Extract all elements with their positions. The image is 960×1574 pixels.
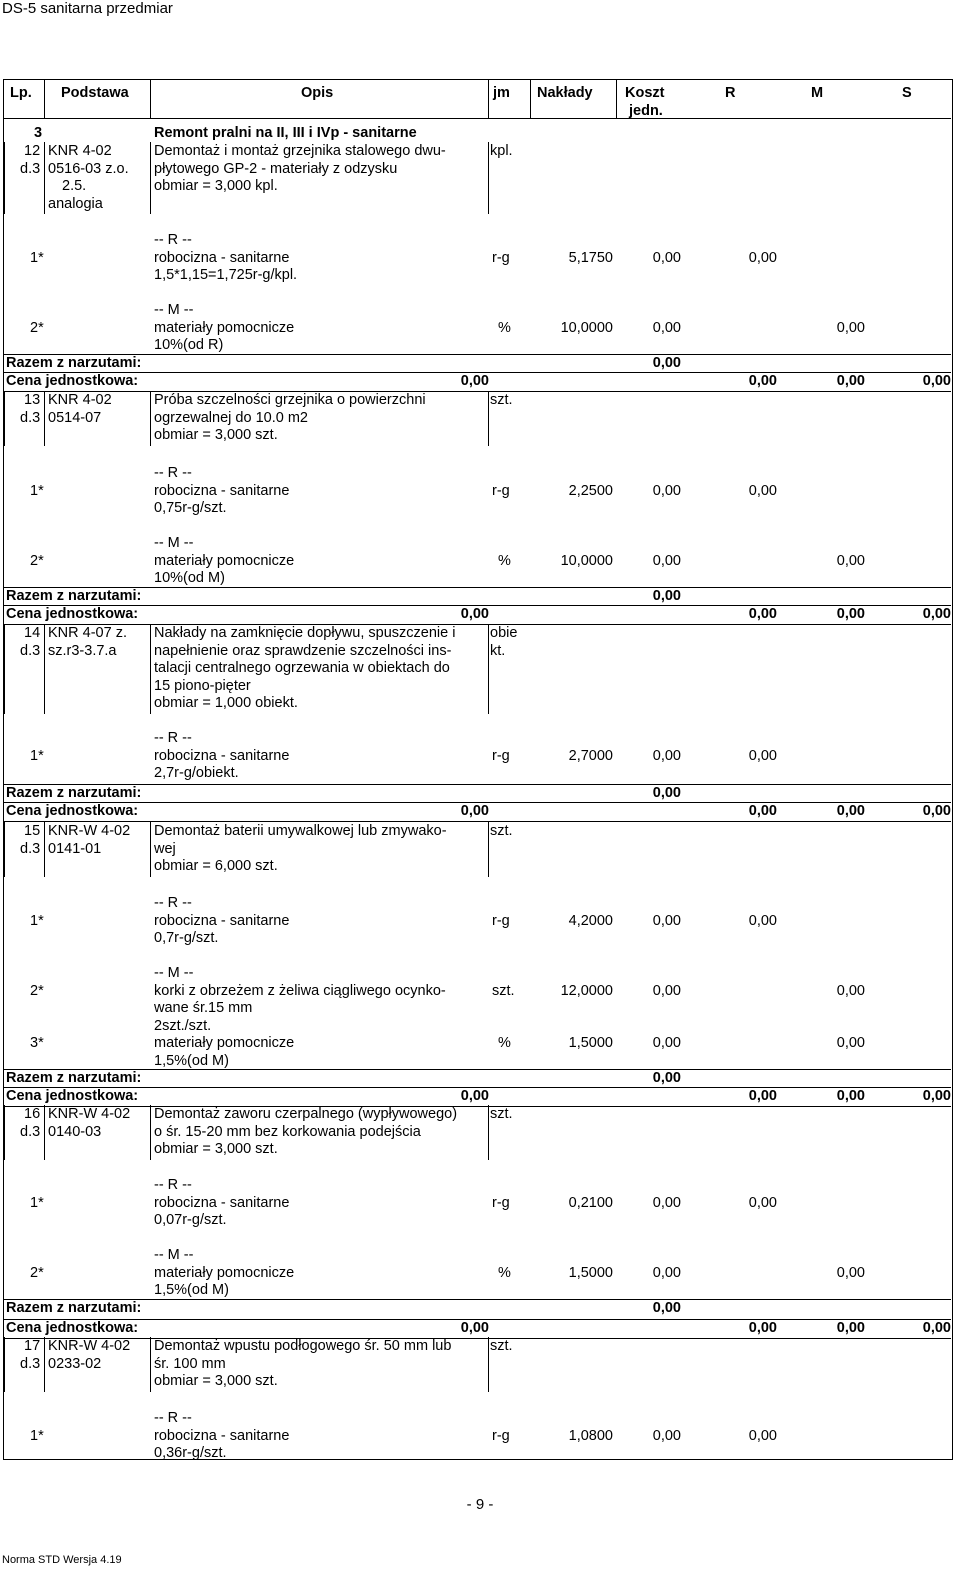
- resource-name: materiały pomocnicze: [154, 1035, 295, 1051]
- item-description-line: Demontaż i montaż grzejnika stalowego dwu-: [154, 143, 446, 159]
- item-unit: szt.: [490, 823, 513, 839]
- item-number-suffix: d.3: [20, 160, 41, 177]
- item-divider: [4, 624, 5, 714]
- resource-r: 0,00: [748, 748, 777, 764]
- item-basis-line: analogia: [48, 195, 103, 212]
- cena-r: 0,00: [748, 803, 777, 819]
- item-unit: szt.: [490, 392, 513, 408]
- resource-formula: 2,7r-g/obiekt.: [154, 765, 239, 781]
- resource-unit: %: [498, 1265, 511, 1281]
- resource-quantity: 10,0000: [560, 320, 613, 336]
- item-basis-line: KNR 4-02: [48, 392, 112, 408]
- resource-quantity: 1,5000: [568, 1035, 613, 1051]
- cena-m: 0,00: [836, 803, 865, 819]
- cena-value: 0,00: [460, 1320, 489, 1336]
- resource-m: 0,00: [836, 553, 865, 569]
- resource-quantity: 4,2000: [568, 913, 613, 929]
- resource-unit-cost: 0,00: [652, 320, 681, 336]
- resource-number: 1*: [30, 250, 44, 266]
- software-version: Norma STD Wersja 4.19: [2, 1554, 122, 1566]
- item-description-line: Próba szczelności grzejnika o powierzchni: [154, 392, 426, 408]
- page-number: - 9 -: [466, 1496, 494, 1513]
- row-rule: [4, 624, 951, 625]
- column-header: Lp.: [10, 85, 32, 101]
- resource-group: -- R --: [154, 1177, 192, 1193]
- cena-label: Cena jednostkowa:: [6, 1088, 139, 1104]
- resource-m: 0,00: [836, 983, 865, 999]
- cena-m: 0,00: [836, 373, 865, 389]
- resource-formula: 0,07r-g/szt.: [154, 1212, 227, 1228]
- resource-unit-cost: 0,00: [652, 1195, 681, 1211]
- item-number-suffix: d.3: [20, 1355, 41, 1372]
- row-rule: [4, 802, 951, 803]
- item-basis-line: KNR-W 4-02: [48, 1338, 131, 1354]
- document-title: DS-5 sanitarna przedmiar: [2, 0, 173, 17]
- item-number-suffix: d.3: [20, 409, 41, 426]
- item-divider: [44, 142, 45, 214]
- item-unit: szt.: [490, 1106, 513, 1122]
- razem-label: Razem z narzutami:: [6, 785, 142, 801]
- item-basis-line: KNR 4-07 z.: [48, 625, 127, 641]
- item-divider: [488, 1337, 489, 1392]
- cena-s: 0,00: [922, 1088, 951, 1104]
- resource-m: 0,00: [836, 1035, 865, 1051]
- resource-group: -- R --: [154, 730, 192, 746]
- resource-unit-cost: 0,00: [652, 1265, 681, 1281]
- resource-number: 1*: [30, 1195, 44, 1211]
- razem-value: 0,00: [652, 588, 681, 604]
- cena-value: 0,00: [460, 1088, 489, 1104]
- resource-r: 0,00: [748, 1195, 777, 1211]
- resource-quantity: 2,2500: [568, 483, 613, 499]
- section-title: Remont pralni na II, III i IVp - sanitarne: [154, 125, 417, 141]
- resource-name: robocizna - sanitarne: [154, 483, 290, 499]
- cena-s: 0,00: [922, 373, 951, 389]
- row-rule: [4, 587, 951, 588]
- resource-number: 1*: [30, 483, 44, 499]
- resource-name: robocizna - sanitarne: [154, 250, 290, 266]
- cena-m: 0,00: [836, 606, 865, 622]
- resource-name: korki z obrzeżem z żeliwa ciągliwego ocynko-: [154, 983, 446, 999]
- item-description-line: obmiar = 6,000 szt.: [154, 858, 278, 874]
- resource-name-cont: wane śr.15 mm: [154, 1000, 253, 1016]
- column-header: R: [725, 85, 736, 101]
- item-description-line: o śr. 15-20 mm bez korkowania podejścia: [154, 1123, 421, 1140]
- item-number: 14: [24, 625, 41, 641]
- resource-unit: r-g: [492, 748, 510, 764]
- item-basis-line: KNR 4-02: [48, 143, 112, 159]
- item-basis-line: KNR-W 4-02: [48, 1106, 131, 1122]
- item-divider: [150, 1337, 151, 1392]
- razem-value: 0,00: [652, 355, 681, 371]
- resource-quantity: 5,1750: [568, 250, 613, 266]
- razem-label: Razem z narzutami:: [6, 588, 142, 604]
- item-divider: [4, 1105, 5, 1160]
- resource-unit: r-g: [492, 483, 510, 499]
- column-header: Opis: [301, 85, 334, 101]
- column-header: jm: [493, 85, 510, 101]
- item-unit: szt.: [490, 1338, 513, 1354]
- row-rule: [4, 1106, 951, 1107]
- cena-label: Cena jednostkowa:: [6, 1320, 139, 1336]
- row-rule: [4, 1338, 951, 1339]
- resource-group: -- R --: [154, 465, 192, 481]
- resource-m: 0,00: [836, 1265, 865, 1281]
- row-rule: [4, 821, 951, 822]
- item-description-line: napełnienie oraz sprawdzenie szczelności ins-: [154, 642, 452, 659]
- cena-s: 0,00: [922, 606, 951, 622]
- resource-unit-cost: 0,00: [652, 748, 681, 764]
- item-description-line: Demontaż baterii umywalkowej lub zmywako-: [154, 823, 447, 839]
- resource-quantity: 12,0000: [560, 983, 613, 999]
- item-unit: kpl.: [490, 143, 513, 159]
- item-divider: [488, 391, 489, 446]
- resource-number: 1*: [30, 748, 44, 764]
- header-divider: [530, 80, 531, 118]
- item-description-line: obmiar = 3,000 szt.: [154, 1373, 278, 1389]
- resource-unit-cost: 0,00: [652, 1035, 681, 1051]
- item-divider: [4, 391, 5, 446]
- cena-label: Cena jednostkowa:: [6, 606, 139, 622]
- resource-name: robocizna - sanitarne: [154, 748, 290, 764]
- resource-r: 0,00: [748, 1428, 777, 1444]
- razem-label: Razem z narzutami:: [6, 1070, 142, 1086]
- resource-group: -- R --: [154, 895, 192, 911]
- item-number-suffix: d.3: [20, 840, 41, 857]
- item-divider: [488, 1105, 489, 1160]
- resource-quantity: 0,2100: [568, 1195, 613, 1211]
- item-number: 17: [24, 1338, 41, 1354]
- header-divider: [44, 80, 45, 118]
- cost-estimate-table: [3, 79, 953, 1460]
- cena-value: 0,00: [460, 803, 489, 819]
- resource-r: 0,00: [748, 250, 777, 266]
- resource-unit: r-g: [492, 1428, 510, 1444]
- resource-quantity: 1,5000: [568, 1265, 613, 1281]
- resource-formula: 2szt./szt.: [154, 1018, 212, 1034]
- resource-number: 2*: [30, 553, 44, 569]
- resource-number: 3*: [30, 1035, 44, 1051]
- resource-unit: r-g: [492, 250, 510, 266]
- resource-unit: r-g: [492, 913, 510, 929]
- resource-number: 2*: [30, 983, 44, 999]
- item-description-line: Nakłady na zamknięcie dopływu, spuszczenie i: [154, 625, 456, 641]
- resource-group: -- R --: [154, 1410, 192, 1426]
- column-header: Podstawa: [61, 85, 129, 101]
- resource-group: -- M --: [154, 965, 194, 981]
- row-rule: [4, 391, 951, 392]
- cena-r: 0,00: [748, 373, 777, 389]
- resource-name: materiały pomocnicze: [154, 320, 295, 336]
- resource-name: robocizna - sanitarne: [154, 1428, 290, 1444]
- resource-unit-cost: 0,00: [652, 483, 681, 499]
- razem-value: 0,00: [652, 785, 681, 801]
- resource-number: 2*: [30, 320, 44, 336]
- column-header: M: [811, 85, 824, 101]
- header-divider: [150, 80, 151, 118]
- row-rule: [4, 784, 951, 785]
- item-description-line: talacji centralnego ogrzewania w obiektach do: [154, 660, 450, 676]
- item-divider: [488, 142, 489, 214]
- section-number: 3: [34, 125, 43, 141]
- resource-group: -- M --: [154, 535, 194, 551]
- resource-group: -- M --: [154, 1247, 194, 1263]
- column-header: Nakłady: [537, 85, 593, 101]
- row-rule: [4, 354, 951, 355]
- item-divider: [150, 1105, 151, 1160]
- resource-unit-cost: 0,00: [652, 983, 681, 999]
- item-unit: obie kt.: [490, 625, 518, 659]
- resource-formula: 1,5*1,15=1,725r-g/kpl.: [154, 267, 298, 283]
- column-header: jedn.: [629, 103, 663, 119]
- razem-value: 0,00: [652, 1070, 681, 1086]
- item-number: 12: [24, 143, 41, 159]
- item-description-line: Demontaż zaworu czerpalnego (wypływowego): [154, 1106, 458, 1122]
- header-rule: [4, 118, 951, 119]
- item-divider: [150, 624, 151, 714]
- resource-unit-cost: 0,00: [652, 913, 681, 929]
- item-basis-line: 0233-02: [48, 1355, 102, 1372]
- item-divider: [4, 1337, 5, 1392]
- item-basis-line: 0514-07: [48, 409, 102, 426]
- item-description-line: płytowego GP-2 - materiały z odzysku: [154, 160, 398, 177]
- razem-value: 0,00: [652, 1300, 681, 1316]
- razem-label: Razem z narzutami:: [6, 355, 142, 371]
- item-divider: [44, 1337, 45, 1392]
- item-number: 15: [24, 823, 41, 839]
- resource-quantity: 2,7000: [568, 748, 613, 764]
- cena-m: 0,00: [836, 1320, 865, 1336]
- cena-label: Cena jednostkowa:: [6, 803, 139, 819]
- item-basis-line: 0140-03: [48, 1123, 102, 1140]
- item-divider: [4, 142, 5, 214]
- item-basis-line: 0141-01: [48, 840, 102, 857]
- cena-value: 0,00: [460, 373, 489, 389]
- item-divider: [4, 822, 5, 877]
- item-basis-line: 0516-03 z.o.: [48, 160, 129, 177]
- resource-formula: 0,75r-g/szt.: [154, 500, 227, 516]
- cena-value: 0,00: [460, 606, 489, 622]
- item-description-line: śr. 100 mm: [154, 1355, 226, 1372]
- item-divider: [44, 1105, 45, 1160]
- item-divider: [44, 391, 45, 446]
- item-basis-line: KNR-W 4-02: [48, 823, 131, 839]
- cena-label: Cena jednostkowa:: [6, 373, 139, 389]
- resource-number: 1*: [30, 1428, 44, 1444]
- row-rule: [4, 1299, 951, 1300]
- item-number: 16: [24, 1106, 41, 1122]
- resource-unit: %: [498, 553, 511, 569]
- resource-r: 0,00: [748, 483, 777, 499]
- row-rule: [4, 605, 951, 606]
- header-divider: [488, 80, 489, 118]
- item-description-line: obmiar = 3,000 szt.: [154, 427, 278, 443]
- column-header: Koszt: [625, 85, 665, 101]
- header-divider: [616, 80, 617, 118]
- item-divider: [44, 822, 45, 877]
- resource-quantity: 10,0000: [560, 553, 613, 569]
- item-number-suffix: d.3: [20, 642, 41, 659]
- resource-unit-cost: 0,00: [652, 250, 681, 266]
- item-description-line: Demontaż wpustu podłogowego śr. 50 mm lub: [154, 1338, 452, 1354]
- item-description-line: ogrzewalnej do 10.0 m2: [154, 409, 308, 426]
- item-divider: [488, 624, 489, 714]
- resource-name: robocizna - sanitarne: [154, 913, 290, 929]
- cena-s: 0,00: [922, 1320, 951, 1336]
- cena-r: 0,00: [748, 1088, 777, 1104]
- resource-name: materiały pomocnicze: [154, 553, 295, 569]
- item-description-line: 15 piono-pięter: [154, 677, 251, 694]
- resource-m: 0,00: [836, 320, 865, 336]
- item-divider: [44, 624, 45, 714]
- item-number: 13: [24, 392, 41, 408]
- resource-r: 0,00: [748, 913, 777, 929]
- resource-number: 1*: [30, 913, 44, 929]
- razem-label: Razem z narzutami:: [6, 1300, 142, 1316]
- resource-group: -- M --: [154, 302, 194, 318]
- item-description-line: wej: [154, 840, 176, 857]
- row-rule: [4, 1069, 951, 1070]
- cena-r: 0,00: [748, 606, 777, 622]
- cena-s: 0,00: [922, 803, 951, 819]
- row-rule: [4, 1319, 951, 1320]
- resource-unit-cost: 0,00: [652, 1428, 681, 1444]
- resource-unit-cost: 0,00: [652, 553, 681, 569]
- resource-group: -- R --: [154, 232, 192, 248]
- resource-quantity: 1,0800: [568, 1428, 613, 1444]
- cena-m: 0,00: [836, 1088, 865, 1104]
- resource-unit: %: [498, 1035, 511, 1051]
- resource-formula: 1,5%(od M): [154, 1282, 229, 1298]
- resource-unit: r-g: [492, 1195, 510, 1211]
- resource-formula: 1,5%(od M): [154, 1053, 229, 1069]
- item-description-line: obmiar = 3,000 szt.: [154, 1141, 278, 1157]
- resource-unit: szt.: [492, 983, 515, 999]
- resource-unit: %: [498, 320, 511, 336]
- item-description-line: obmiar = 3,000 kpl.: [154, 178, 278, 194]
- resource-name: materiały pomocnicze: [154, 1265, 295, 1281]
- item-divider: [150, 822, 151, 877]
- column-header: S: [902, 85, 912, 101]
- item-divider: [150, 391, 151, 446]
- resource-name: robocizna - sanitarne: [154, 1195, 290, 1211]
- item-number-suffix: d.3: [20, 1123, 41, 1140]
- item-basis-line: sz.r3-3.7.a: [48, 642, 117, 659]
- item-basis-line: 2.5.: [62, 178, 87, 194]
- row-rule: [4, 1087, 951, 1088]
- row-rule: [4, 372, 951, 373]
- cena-r: 0,00: [748, 1320, 777, 1336]
- resource-formula: 10%(od M): [154, 570, 225, 586]
- resource-number: 2*: [30, 1265, 44, 1281]
- item-divider: [488, 822, 489, 877]
- resource-formula: 0,36r-g/szt.: [154, 1445, 227, 1461]
- item-divider: [150, 142, 151, 214]
- resource-formula: 10%(od R): [154, 337, 224, 353]
- item-description-line: obmiar = 1,000 obiekt.: [154, 695, 298, 711]
- resource-formula: 0,7r-g/szt.: [154, 930, 219, 946]
